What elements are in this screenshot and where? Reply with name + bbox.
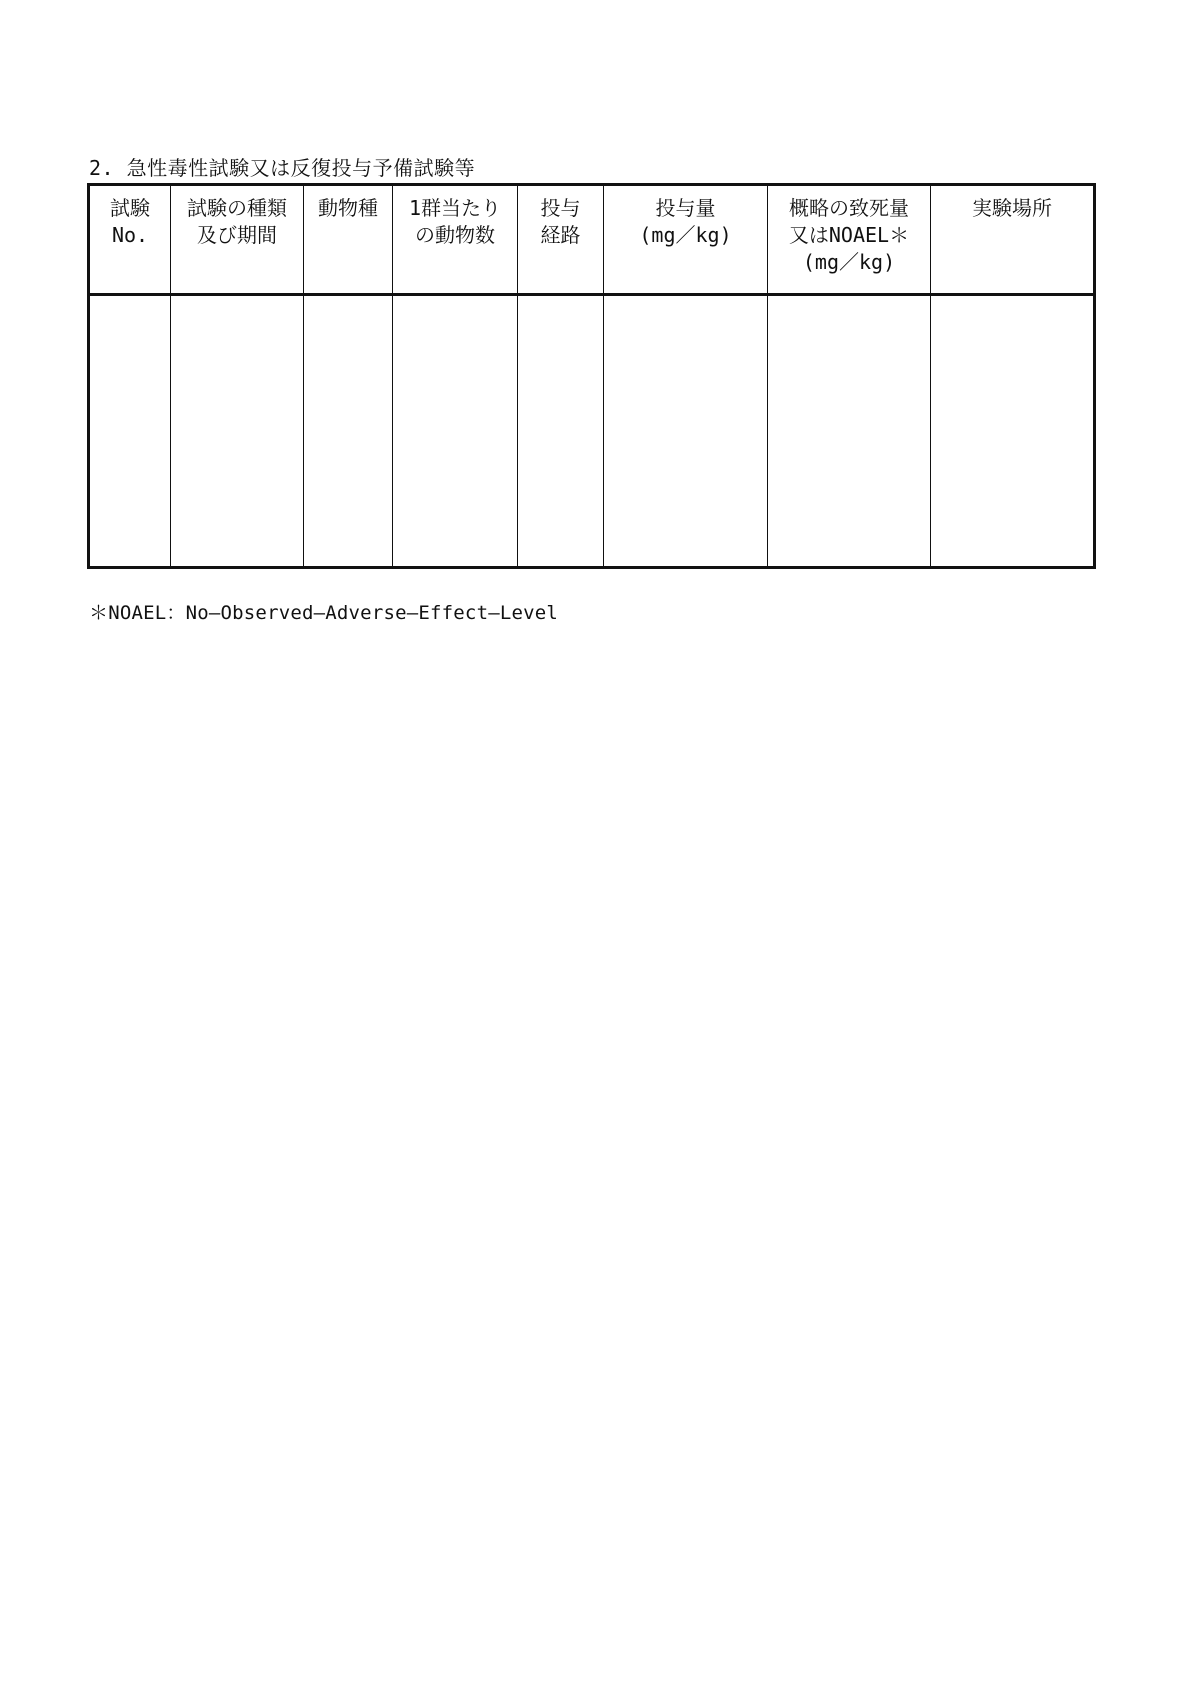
header-line: (mg／kg) bbox=[639, 223, 732, 247]
header-line: 試験 bbox=[110, 196, 150, 220]
noael-footnote: ＊NOAEL：No―Observed―Adverse―Effect―Level bbox=[89, 602, 559, 624]
cell-animal-species[interactable] bbox=[304, 295, 393, 568]
header-dose bbox=[604, 185, 768, 295]
header-animals-per-group bbox=[393, 185, 518, 295]
cell-test-no[interactable] bbox=[89, 295, 171, 568]
cell-lethal-dose-noael[interactable] bbox=[768, 295, 931, 568]
header-line: 又はNOAEL＊ bbox=[788, 223, 910, 247]
header-line: 動物種 bbox=[318, 196, 378, 220]
header-line: 実験場所 bbox=[972, 196, 1052, 220]
section-title: 2. 急性毒性試験又は反復投与予備試験等 bbox=[89, 156, 476, 180]
cell-dose[interactable] bbox=[604, 295, 768, 568]
header-test-location bbox=[931, 185, 1095, 295]
cell-animals-per-group[interactable] bbox=[393, 295, 518, 568]
table-header-row bbox=[89, 185, 1095, 295]
table-row bbox=[89, 295, 1095, 568]
header-line: (mg／kg) bbox=[802, 250, 896, 274]
header-animal-species bbox=[304, 185, 393, 295]
header-line: 試験の種類 bbox=[187, 196, 287, 220]
header-line: の動物数 bbox=[415, 223, 495, 247]
header-line: No. bbox=[111, 223, 149, 247]
header-line: 経路 bbox=[540, 223, 581, 247]
header-line: 1群当たり bbox=[408, 196, 502, 220]
cell-test-type-period[interactable] bbox=[171, 295, 304, 568]
header-line: 投与 bbox=[540, 196, 581, 220]
cell-administration-route[interactable] bbox=[518, 295, 604, 568]
header-line: 及び期間 bbox=[197, 223, 277, 247]
header-line: 投与量 bbox=[655, 196, 716, 220]
cell-test-location[interactable] bbox=[931, 295, 1095, 568]
header-administration-route bbox=[518, 185, 604, 295]
header-test-type-period bbox=[171, 185, 304, 295]
header-line: 概略の致死量 bbox=[789, 196, 909, 220]
test-record-table bbox=[87, 183, 1096, 569]
header-test-no bbox=[89, 185, 171, 295]
header-lethal-dose-noael bbox=[768, 185, 931, 295]
